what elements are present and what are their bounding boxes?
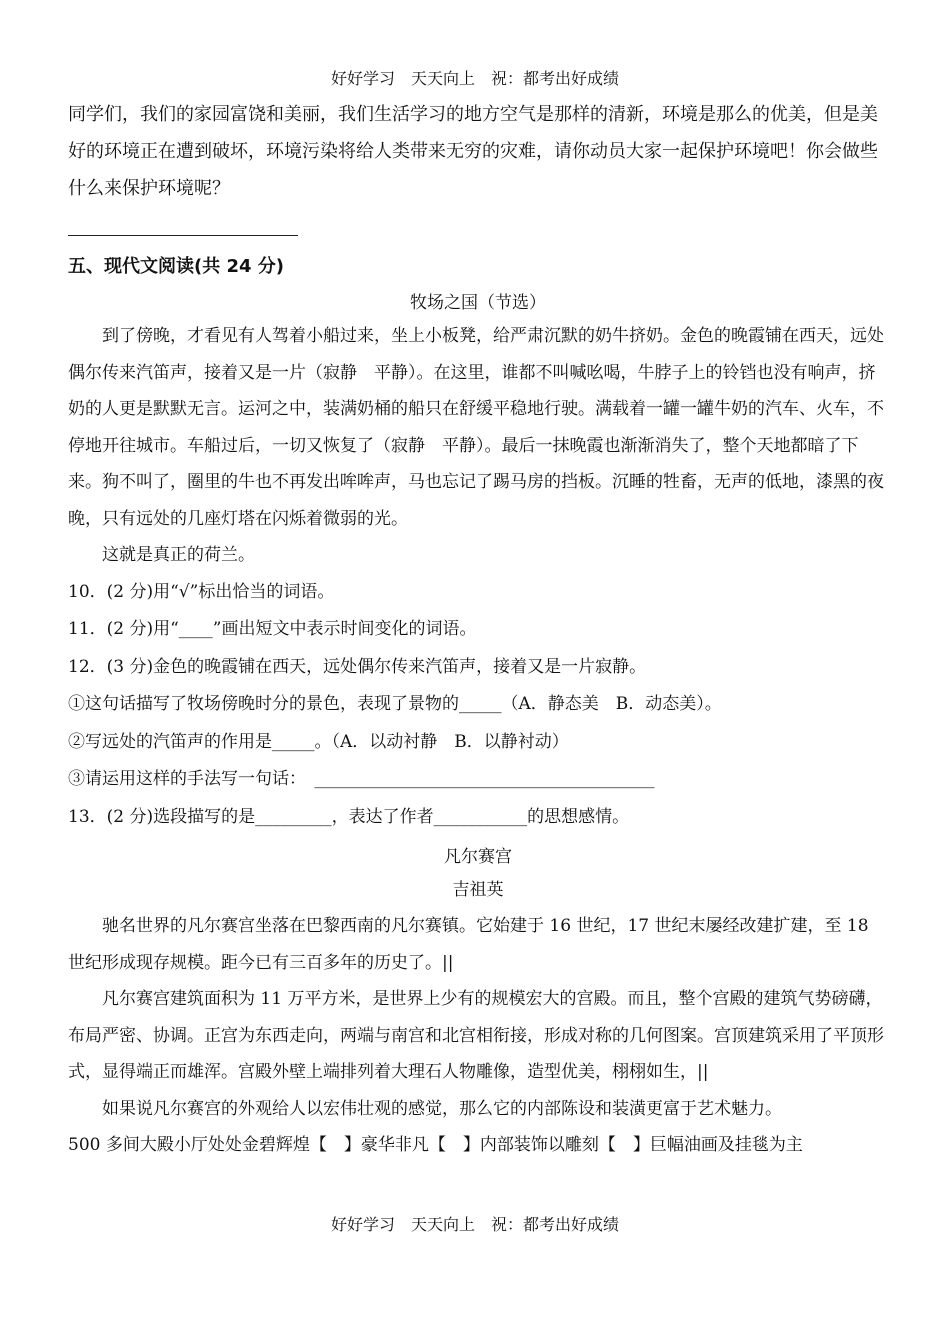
page-content — [68, 96, 888, 1163]
intro-paragraph: 同学们，我们的家园富饶和美丽，我们生活学习的地方空气是那样的清新，环境是那么的优美，但是美好的环境正在遭到破坏，环境污染将给人类带来无穷的灾难，请你动员大家一起保护环境吧！你会做些什么来保护环境呢？ — [68, 104, 878, 199]
question-12: 12．(3 分)金色的晚霞铺在西天，远处偶尔传来汽笛声，接着又是一片寂静。 — [68, 656, 647, 677]
question-11: 11．(2 分)用“____”画出短文中表示时间变化的词语。 — [68, 619, 477, 639]
question-12-sub1: ①这句话描写了牧场傍晚时分的景色，表现了景物的_____（A．静态美 B．动态美）。 — [68, 694, 722, 714]
article-paragraph: 这就是真正的荷兰。 — [102, 545, 255, 565]
article-last-line: 500 多间大殿小厅处处金碧辉煌【 】豪华非凡【 】内部装饰以雕刻【 】巨幅油画及挂毯为主 — [68, 1135, 803, 1155]
question-12-sub2: ②写远处的汽笛声的作用是_____。（A．以动衬静 B．以静衬动） — [68, 731, 569, 752]
article-title: 凡尔赛宫 — [444, 847, 512, 867]
page-footer: 好好学习 天天向上 祝：都考出好成绩 — [330, 1215, 619, 1234]
article-title: 牧场之国（节选） — [410, 293, 546, 313]
question-13: 13．(2 分)选段描写的是_________，表达了作者___________的思想感情。 — [68, 806, 630, 827]
question-12-sub3: ③请运用这样的手法写一句话： ________________________________________ — [68, 769, 655, 789]
page-header: 好好学习 天天向上 祝：都考出好成绩 — [330, 69, 619, 88]
article-paragraph: 如果说凡尔赛宫的外观给人以宏伟壮观的感觉，那么它的内部陈设和装潢更富于艺术魅力。 — [102, 1098, 782, 1119]
question-10: 10．(2 分)用“√”标出恰当的词语。 — [68, 581, 335, 602]
article-paragraph: 凡尔赛宫建筑面积为 11 万平方米，是世界上少有的规模宏大的宫殿。而且，整个宫殿的建筑气势磅礴，布局严密、协调。正宫为东西走向，两端与南宫和北宫相衔接，形成对称的几何图案。宫顶建筑采用了平顶形式，显得端正而雄浑。宫殿外壁上端排列着大理石人物雕像，造型优美，栩栩如生，|| — [68, 989, 884, 1082]
article-paragraph: 驰名世界的凡尔赛宫坐落在巴黎西南的凡尔赛镇。它始建于 16 世纪，17 世纪末屡经改建扩建，至 18 世纪形成现存规模。距今已有三百多年的历史了。|| — [68, 916, 869, 973]
article-paragraph: 到了傍晚，才看见有人驾着小船过来，坐上小板凳，给严肃沉默的奶牛挤奶。金色的晚霞铺在西天，远处偶尔传来汽笛声，接着又是一片（寂静 平静）。在这里，谁都不叫喊吆喝，牛脖子上的铃铛也没有响声，挤奶的人更是默默无言。运河之中，装满奶桶的船只在舒缓平稳地行驶。满载着一罐一罐牛奶的汽车、火车，不停地开往城市。车船过后，一切又恢复了（寂静 平静）。最后一抹晚霞也渐渐消失了，整个天地都暗了下来。狗不叫了，圈里的牛也不再发出哞哞声，马也忘记了踢马房的挡板。沉睡的牲畜，无声的低地，漆黑的夜晚，只有远处的几座灯塔在闪烁着微弱的光。 — [68, 326, 884, 529]
article-author: 吉祖英 — [452, 880, 504, 900]
section-title: 五、现代文阅读(共 24 分) — [68, 256, 285, 277]
answer-line — [68, 215, 298, 236]
